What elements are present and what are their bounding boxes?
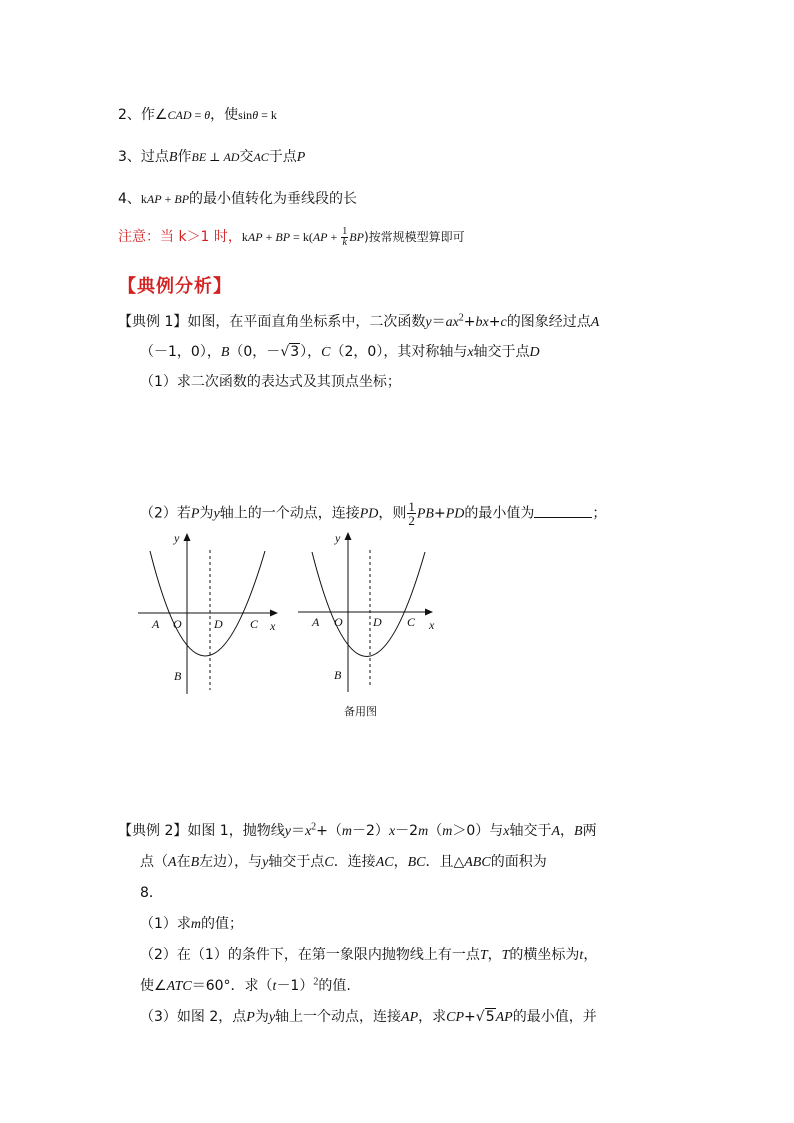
ex1-question2: （2）若P为y轴上的一个动点，连接PD，则 $\frac{1}{2}$ PB+PD的最小值为 ； <box>140 499 607 528</box>
step-4: 4、kAP + BP的最小值转化为垂线段的长 <box>118 191 358 207</box>
parabola-graph-1 <box>134 530 284 700</box>
label-B: B <box>174 669 182 683</box>
label-y: y <box>174 531 180 545</box>
half-fraction: $\frac{1}{2}$ <box>408 499 415 528</box>
parabola-graph-2 <box>294 526 444 721</box>
label-O: O <box>334 615 343 629</box>
ex1-question1: （1）求二次函数的表达式及其顶点坐标； <box>140 374 401 390</box>
label-y: y <box>335 531 341 545</box>
label-x: x <box>429 618 435 632</box>
label-A: A <box>312 615 320 629</box>
ex2-question2-line1: （2）在（1）的条件下，在第一象限内抛物线上有一点T，T的横坐标为t， <box>140 947 598 963</box>
section-title: 【典例分析】 <box>118 276 232 297</box>
ex2-line3: 8． <box>140 885 163 901</box>
label-C: C <box>250 617 259 631</box>
label-D: D <box>373 615 382 629</box>
ex1-line2: （－1，0），B（0，－√3），C（2，0），其对称轴与x轴交于点D <box>140 344 540 360</box>
ex1-line1: 【典例 1】如图，在平面直角坐标系中，二次函数$y=ax^2+bx+c$的图象经过点A <box>118 312 600 330</box>
sqrt-3: √3 <box>280 344 300 360</box>
ex2-line2: 点（A在B左边），与y轴交于点C．连接AC，BC．且△ABC的面积为 <box>140 854 547 870</box>
label-D: D <box>214 617 223 631</box>
note-line: 注意：当 k＞1 时，kAP + BP = k(AP + $\frac{1}{k}$ BP)按常规模型算即可 <box>118 226 465 248</box>
step-3: 3、过点B作BE ⊥ AD交AC于点P <box>118 149 306 165</box>
answer-blank[interactable] <box>534 503 592 518</box>
label-A: A <box>152 617 160 631</box>
ex2-question1: （1）求m的值； <box>140 916 244 932</box>
ex2-question2-line2: 使∠ATC＝60°．求$(t-1)^2$的值. <box>140 976 351 994</box>
ex2-question3: （3）如图 2，点P为y轴上一个动点，连接AP，求CP+√5AP的最小值，并 <box>140 1009 597 1025</box>
note-fraction: $\frac{1}{k}$ <box>342 226 348 248</box>
label-x: x <box>270 619 276 633</box>
y-axis-arrow <box>184 533 191 541</box>
ex2-line1: 【典例 2】如图 1，抛物线$y=x^2+(m-2)x-2m(m>0)$与x轴交于A，B两 <box>118 821 597 839</box>
step-2: 2、作∠CAD = θ，使sinθ = k <box>118 107 277 123</box>
x-axis-arrow <box>425 609 433 616</box>
caption-spare-figure: 备用图 <box>344 705 377 718</box>
label-B: B <box>334 668 342 682</box>
x-axis-arrow <box>270 610 278 617</box>
parabola-curve <box>150 551 265 656</box>
label-O: O <box>173 617 182 631</box>
y-axis-arrow <box>345 532 352 540</box>
label-C: C <box>407 615 416 629</box>
sqrt-5: √5 <box>475 1009 495 1025</box>
parabola-curve <box>312 552 425 657</box>
